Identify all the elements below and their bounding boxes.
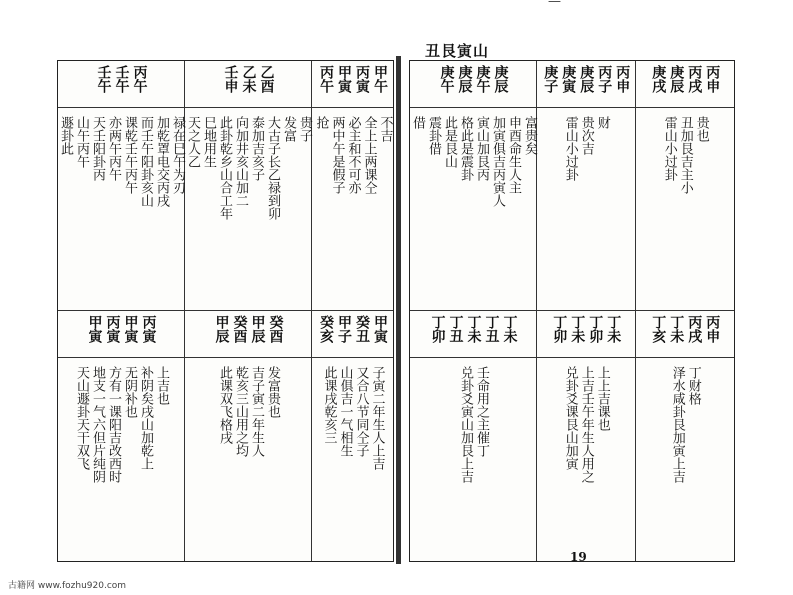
- header-ganzhi: 甲寅: [122, 315, 139, 343]
- body-text-line: 兑卦爻寅山加艮上吉: [458, 366, 473, 483]
- header-ganzhi: 丁卯: [429, 315, 446, 343]
- header-ganzhi: 丙午: [318, 65, 334, 93]
- cell-body: [410, 358, 536, 483]
- body-text-line: 丑加艮吉主小: [677, 116, 693, 194]
- body-text-line: 山午丙午: [74, 116, 89, 168]
- body-text-line: 亦两午丙午: [106, 116, 121, 181]
- header-ganzhi: 丁丑: [483, 315, 500, 343]
- cell-header: [636, 311, 735, 358]
- table-cell: [58, 61, 185, 311]
- body-text-line: 震卦借: [426, 116, 441, 155]
- cell-header: [312, 311, 393, 358]
- body-text-line: 而壬午阳卦亥山: [138, 116, 153, 207]
- table-cell: [58, 311, 185, 561]
- table-cell: [636, 311, 735, 561]
- body-text-line: 天山遯卦天干双飞: [74, 366, 89, 470]
- header-ganzhi: 乙酉: [258, 65, 275, 93]
- body-text-line: 乾亥三山用之均: [233, 366, 248, 457]
- body-text-line: 加乾罩电交丙戌: [154, 116, 169, 207]
- site-watermark: 古籍网 www.fozhu920.com: [8, 581, 127, 591]
- body-text-line: 发富: [281, 116, 296, 142]
- body-text-line: 山俱吉一气相生: [337, 366, 353, 457]
- right-page: [409, 60, 735, 562]
- body-text-line: 全上上两课仝: [361, 116, 377, 194]
- header-ganzhi: 庚戌: [650, 65, 667, 93]
- cell-header: [537, 61, 635, 108]
- cell-header: [410, 61, 536, 108]
- body-text-line: 必主和不可亦: [345, 116, 361, 194]
- header-ganzhi: 庚辰: [578, 65, 595, 93]
- header-ganzhi: 丙戌: [686, 65, 703, 93]
- body-text-line: 富贵矣: [522, 116, 537, 155]
- header-ganzhi: 丁未: [569, 315, 586, 343]
- cell-header: [410, 311, 536, 358]
- cell-body: [537, 358, 635, 483]
- right-table: [410, 61, 734, 561]
- header-ganzhi: 丁亥: [650, 315, 667, 343]
- body-text-line: 吉子寅二年生人: [249, 366, 264, 457]
- header-ganzhi: 癸酉: [231, 315, 248, 343]
- body-text-line: 禄在巳午为刃: [170, 116, 185, 194]
- top-mark: —: [548, 0, 561, 9]
- body-text-line: 贵也: [693, 116, 709, 142]
- body-text-line: 子寅二年生人上吉: [369, 366, 385, 470]
- body-text-line: 又合八节同仝子: [353, 366, 369, 457]
- body-text-line: 加寅俱吉丙寅人: [490, 116, 505, 207]
- header-ganzhi: 丁未: [465, 315, 482, 343]
- table-cell: [185, 61, 312, 311]
- header-ganzhi: 庚午: [438, 65, 455, 93]
- body-text-line: 大古子长乙禄到卯: [265, 116, 280, 220]
- header-ganzhi: 壬午: [113, 65, 130, 93]
- body-text-line: 抢: [313, 116, 329, 129]
- body-text-line: 壬命用之主催丁: [474, 366, 489, 457]
- book-spine: [396, 56, 401, 564]
- header-ganzhi: 丙子: [596, 65, 613, 93]
- header-ganzhi: 甲辰: [249, 315, 266, 343]
- body-text-line: 两中午是假子: [329, 116, 345, 194]
- table-cell: [185, 311, 312, 561]
- body-text-line: 丁财格: [685, 366, 701, 405]
- page-header: 丑艮寅山: [425, 42, 490, 60]
- body-text-line: 不吉: [377, 116, 393, 142]
- cell-body: [410, 108, 536, 207]
- left-page: [57, 60, 394, 562]
- body-text-line: 格此是震卦: [458, 116, 473, 181]
- cell-body: [636, 358, 735, 483]
- cell-body: [312, 358, 393, 470]
- body-text-line: 此课戌乾亥三: [321, 366, 337, 444]
- body-text-line: 贵子: [297, 116, 312, 142]
- table-cell: [410, 311, 537, 561]
- header-ganzhi: 甲子: [336, 315, 352, 343]
- header-ganzhi: 甲寅: [336, 65, 352, 93]
- header-ganzhi: 甲寅: [372, 315, 388, 343]
- header-ganzhi: 壬申: [222, 65, 239, 93]
- cell-body: [312, 108, 393, 194]
- header-ganzhi: 甲午: [372, 65, 388, 93]
- cell-body: [185, 358, 311, 457]
- header-ganzhi: 癸亥: [318, 315, 334, 343]
- table-cell: [537, 311, 636, 561]
- body-text-line: 借: [410, 116, 425, 129]
- table-cell: [537, 61, 636, 311]
- cell-body: [58, 358, 184, 483]
- body-text-line: 遯卦此: [58, 116, 73, 155]
- header-ganzhi: 丙午: [131, 65, 148, 93]
- header-ganzhi: 乙未: [240, 65, 257, 93]
- body-text-line: 向加井亥山加二: [233, 116, 248, 207]
- body-text-line: 方有一课阳吉改西时: [106, 366, 121, 483]
- header-ganzhi: 甲辰: [213, 315, 230, 343]
- body-text-line: 财: [594, 116, 610, 129]
- header-ganzhi: 丙申: [614, 65, 631, 93]
- cell-body: [58, 108, 184, 207]
- header-ganzhi: 丙戌: [686, 315, 703, 343]
- body-text-line: 课乾壬午丙午: [122, 116, 137, 194]
- cell-body: [185, 108, 311, 220]
- body-text-line: 上吉壬午年生人用之: [578, 366, 594, 483]
- body-text-line: 贵次吉: [578, 116, 594, 155]
- body-text-line: 地支一气六但片纯阴: [90, 366, 105, 483]
- cell-header: [636, 61, 735, 108]
- header-ganzhi: 壬午: [95, 65, 112, 93]
- header-ganzhi: 丙寅: [354, 65, 370, 93]
- header-ganzhi: 丁未: [501, 315, 518, 343]
- body-text-line: 兑卦爻课艮山加寅: [562, 366, 578, 470]
- body-text-line: 天之人乙: [185, 116, 200, 168]
- header-ganzhi: 丁卯: [587, 315, 604, 343]
- cell-header: [58, 61, 184, 108]
- body-text-line: 发富贵也: [265, 366, 280, 418]
- cell-header: [312, 61, 393, 108]
- header-ganzhi: 癸丑: [354, 315, 370, 343]
- header-ganzhi: 庚辰: [492, 65, 509, 93]
- header-ganzhi: 庚子: [542, 65, 559, 93]
- body-text-line: 巳地用生: [201, 116, 216, 168]
- header-ganzhi: 丁丑: [447, 315, 464, 343]
- body-text-line: 申酉命生人主: [506, 116, 521, 194]
- body-text-line: 此卦乾乡山合工年: [217, 116, 232, 220]
- header-ganzhi: 丙申: [704, 315, 721, 343]
- page-number: 19: [570, 550, 587, 564]
- left-table: [58, 61, 393, 561]
- body-text-line: 上上吉课也: [594, 366, 610, 431]
- header-ganzhi: 庚寅: [560, 65, 577, 93]
- table-cell: [312, 61, 393, 311]
- header-ganzhi: 庚午: [474, 65, 491, 93]
- body-text-line: 无阴补也: [122, 366, 137, 418]
- body-text-line: 补阴矣戌山加乾上: [138, 366, 153, 470]
- header-ganzhi: 甲寅: [86, 315, 103, 343]
- body-text-line: 泰加吉亥子: [249, 116, 264, 181]
- header-ganzhi: 丙寅: [140, 315, 157, 343]
- body-text-line: 此是艮山: [442, 116, 457, 168]
- body-text-line: 雷山小过卦: [562, 116, 578, 181]
- header-ganzhi: 癸酉: [267, 315, 284, 343]
- header-ganzhi: 丁未: [668, 315, 685, 343]
- header-ganzhi: 丁未: [605, 315, 622, 343]
- body-text-line: 天壬阳卦丙: [90, 116, 105, 181]
- cell-header: [185, 311, 311, 358]
- body-text-line: 上吉也: [154, 366, 169, 405]
- body-text-line: 寅山加艮丙: [474, 116, 489, 181]
- body-text-line: 雷山小过卦: [661, 116, 677, 181]
- header-ganzhi: 丙寅: [104, 315, 121, 343]
- header-ganzhi: 庚辰: [668, 65, 685, 93]
- table-cell: [410, 61, 537, 311]
- header-ganzhi: 丁卯: [551, 315, 568, 343]
- cell-header: [537, 311, 635, 358]
- cell-body: [537, 108, 635, 181]
- header-ganzhi: 丙申: [704, 65, 721, 93]
- table-cell: [636, 61, 735, 311]
- cell-header: [58, 311, 184, 358]
- body-text-line: 此课双飞格戌: [217, 366, 232, 444]
- cell-header: [185, 61, 311, 108]
- cell-body: [636, 108, 735, 194]
- header-ganzhi: 庚辰: [456, 65, 473, 93]
- table-cell: [312, 311, 393, 561]
- body-text-line: 泽水咸卦艮加寅上吉: [669, 366, 685, 483]
